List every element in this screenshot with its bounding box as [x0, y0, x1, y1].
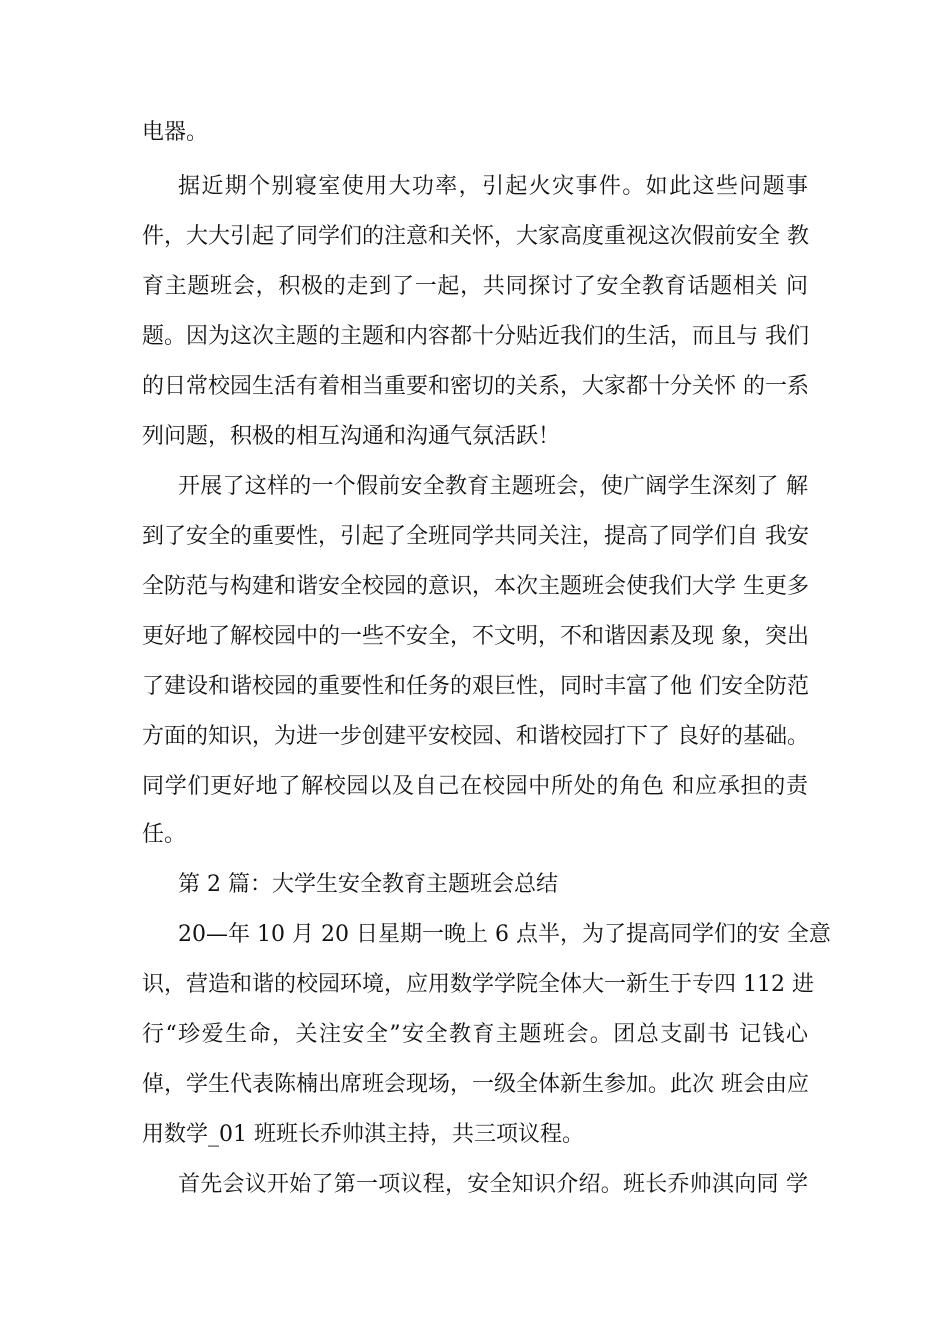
text-line: 行“珍爱生命，关注安全”安全教育主题班会。团总支副书 记钱心 [142, 1022, 808, 1047]
text-line: 同学们更好地了解校园以及自己在校园中所处的角色 和应承担的责 [142, 774, 808, 799]
text-line: 全防范与构建和谐安全校园的意识，本次主题班会使我们大学 生更多 [142, 574, 809, 599]
text-line: 识，营造和谐的校园环境，应用数学学院全体大一新生于专四 112 进 [142, 972, 814, 997]
text-line: 的日常校园生活有着相当重要和密切的关系，大家都十分关怀 的一系 [142, 374, 809, 399]
text-line: 首先会议开始了第一项议程，安全知识介绍。班长乔帅淇向同 学 [178, 1172, 808, 1197]
text-line: 列问题，积极的相互沟通和沟通气氛活跃！ [142, 424, 561, 449]
text-line: 了建设和谐校园的重要性和任务的艰巨性，同时丰富了他 们安全防范 [142, 674, 809, 699]
text-line: 件，大大引起了同学们的注意和关怀，大家高度重视这次假前安全 教 [142, 224, 809, 249]
text-line: 任。 [142, 822, 187, 847]
section-heading: 第 2 篇：大学生安全教育主题班会总结 [178, 872, 558, 897]
text-line: 电器。 [142, 120, 209, 145]
text-line: 更好地了解校园中的一些不安全，不文明，不和谐因素及现 象，突出 [142, 624, 809, 649]
text-line: 倬，学生代表陈楠出席班会现场，一级全体新生参加。此次 班会由应 [142, 1072, 809, 1097]
text-line: 到了安全的重要性，引起了全班同学共同关注，提高了同学们自 我安 [142, 524, 809, 549]
text-line: 题。因为这次主题的主题和内容都十分贴近我们的生活，而且与 我们 [142, 324, 809, 349]
text-line: 方面的知识，为进一步创建平安校园、和谐校园打下了 良好的基础。 [142, 724, 809, 749]
text-line: 用数学_01 班班长乔帅淇主持，共三项议程。 [142, 1122, 584, 1147]
text-line: 育主题班会，积极的走到了一起，共同探讨了安全教育话题相关 问 [142, 274, 808, 299]
text-line: 据近期个别寝室使用大功率，引起火灾事件。如此这些问题事 [178, 174, 808, 199]
text-line: 20—年 10 月 20 日星期一晚上 6 点半，为了提高同学们的安 全意 [178, 922, 831, 947]
text-line: 开展了这样的一个假前安全教育主题班会，使广阔学生深刻了 解 [178, 474, 808, 499]
